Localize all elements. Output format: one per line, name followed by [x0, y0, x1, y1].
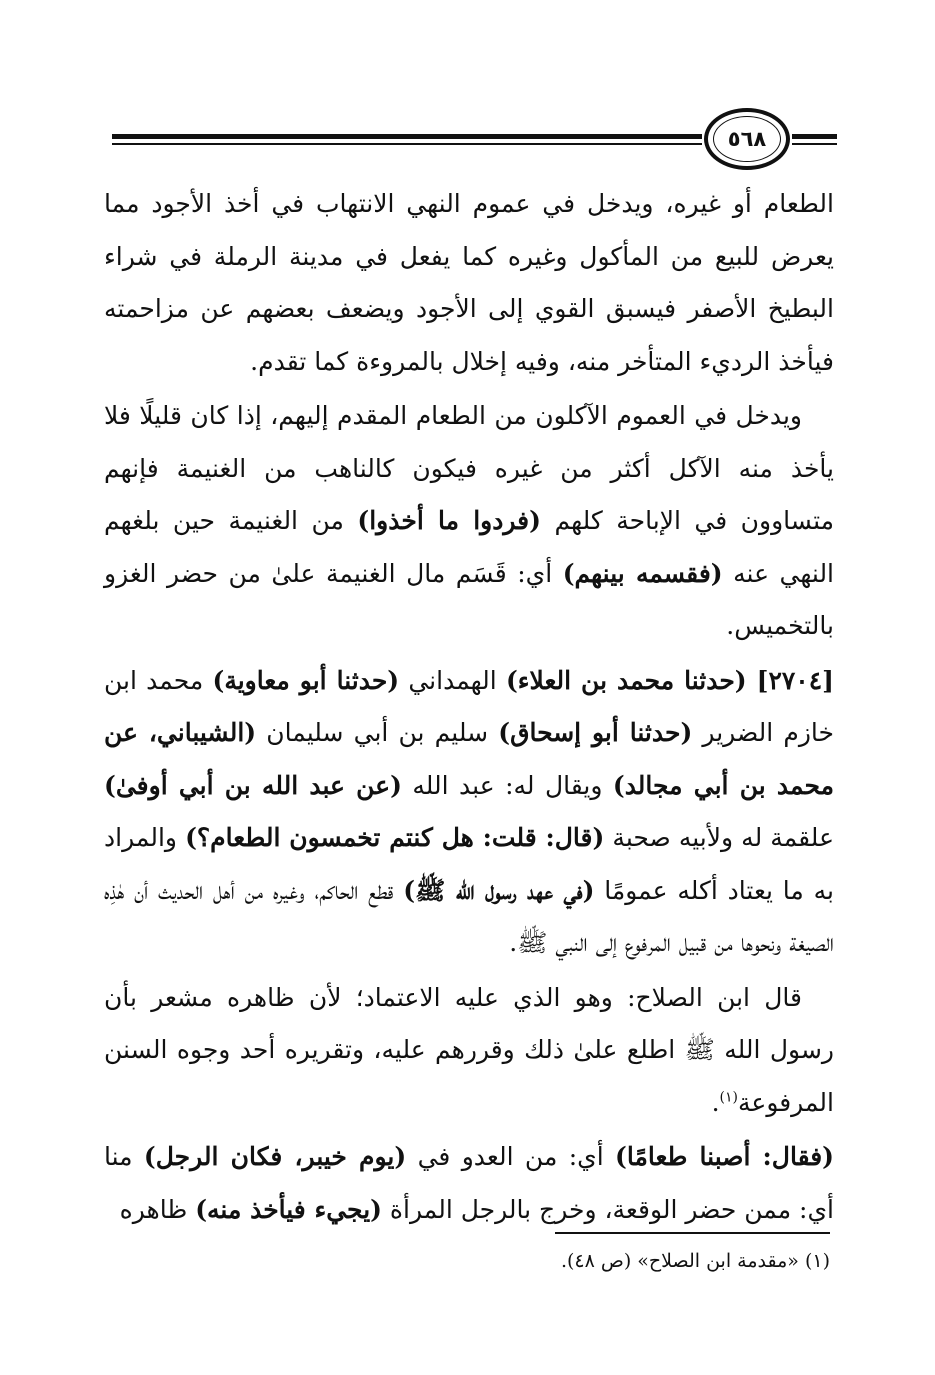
- bold-quote: (يوم خيبر، فكان الرجل): [143, 1142, 407, 1171]
- commentary-text: محمد ابن خازم الضرير: [104, 665, 834, 747]
- bold-quote: (في عهد رسول الله ﷺ): [403, 875, 595, 905]
- commentary-text: الهمداني: [399, 665, 506, 695]
- commentary-text: ظاهره: [119, 1194, 196, 1224]
- commentary-text: أي: من العدو في: [406, 1142, 616, 1171]
- header-rule-right: [792, 134, 837, 139]
- bold-quote: (عن عبد الله بن أبي أوفىٰ): [104, 770, 402, 800]
- page-number-badge: [704, 108, 790, 170]
- footnote-reference[interactable]: (١): [719, 1089, 738, 1106]
- footnote: (١) «مقدمة ابن الصلاح» (ص ٤٨).: [560, 1250, 830, 1272]
- bold-quote: (حدثنا محمد بن العلاء): [505, 665, 747, 695]
- header-rule-thin: [112, 143, 702, 145]
- paragraph: [104, 1131, 834, 1236]
- bold-quote: (حدثنا أبو إسحاق): [498, 718, 693, 747]
- bold-quote: (فردوا ما أخذوا): [357, 506, 541, 535]
- commentary-text: أي: قَسَم مال الغنيمة علىٰ من حضر الغزو بالتخميس.: [104, 558, 834, 640]
- commentary-text: الطعام أو غيره، ويدخل في عموم النهي الانتهاب في أخذ الأجود مما يعرض للبيع من المأكول وغيره كما يفعل في مدينة الرملة في شراء البطيخ الأصفر فيسبق القوي إلى الأجود ويضعف بعضهم عن مزاحمته فيأخذ الرديء المتأخر منه، وفيه إخلال بالمروءة كما تقدم.: [104, 189, 834, 376]
- bold-quote: (قال: قلت: هل كنتم تخمسون الطعام؟): [185, 823, 605, 852]
- header-rule: [112, 134, 702, 139]
- paragraph: [104, 178, 834, 388]
- commentary-text: .: [711, 1087, 720, 1117]
- footnote-rule: [555, 1232, 830, 1234]
- bold-quote: (الشيباني، عن محمد بن أبي مجالد): [104, 718, 834, 800]
- commentary-text: ويدخل في العموم الآكلون من الطعام المقدم إليهم، إذا كان قليلًا فلا يأخذ منه الآكل أكثر من غيره فيكون كالناهب من الغنيمة فإنهم متساوون في الإباحة كلهم: [104, 401, 834, 535]
- main-text: [104, 178, 834, 1238]
- commentary-text: من الغنيمة حين بلغهم النهي عنه: [104, 506, 835, 588]
- paragraph: [104, 972, 834, 1130]
- header-rule-right-thin: [792, 143, 837, 145]
- bold-quote: [٢٧٠٤]: [746, 665, 834, 695]
- page-number: ٥٦٨: [713, 116, 781, 162]
- page-header: [112, 108, 837, 178]
- bold-quote: (فقال: أصبنا طعامًا): [615, 1142, 834, 1171]
- commentary-text: قطع الحاكم، وغيره من أهل الحديث أن هٰذِه الصيغة ونحوها من قبيل المرفوع إلى النبي ﷺ.: [104, 875, 834, 957]
- bold-quote: (فقسمه بينهم): [562, 558, 723, 588]
- commentary-text: ويقال له: عبد الله: [401, 770, 613, 800]
- bold-quote: (حدثنا أبو معاوية): [212, 665, 400, 695]
- paragraph: [104, 655, 834, 970]
- commentary-text: منا أي: ممن حضر الوقعة، وخرج بالرجل المرأة: [104, 1142, 834, 1224]
- commentary-text: قال ابن الصلاح: وهو الذي عليه الاعتماد؛ لأن ظاهره مشعر بأن رسول الله ﷺ اطلع علىٰ ذلك وقررهم عليه، وتقريره أحد وجوه السنن المرفوعة: [104, 982, 834, 1117]
- commentary-text: والمراد به ما يعتاد أكله عمومًا: [104, 823, 834, 905]
- paragraph: [104, 390, 834, 653]
- commentary-text: علقمة له ولأبيه صحبة: [604, 823, 834, 852]
- bold-quote: (يجيء فيأخذ منه): [195, 1194, 382, 1224]
- commentary-text: سليم بن أبي سليمان: [256, 718, 499, 747]
